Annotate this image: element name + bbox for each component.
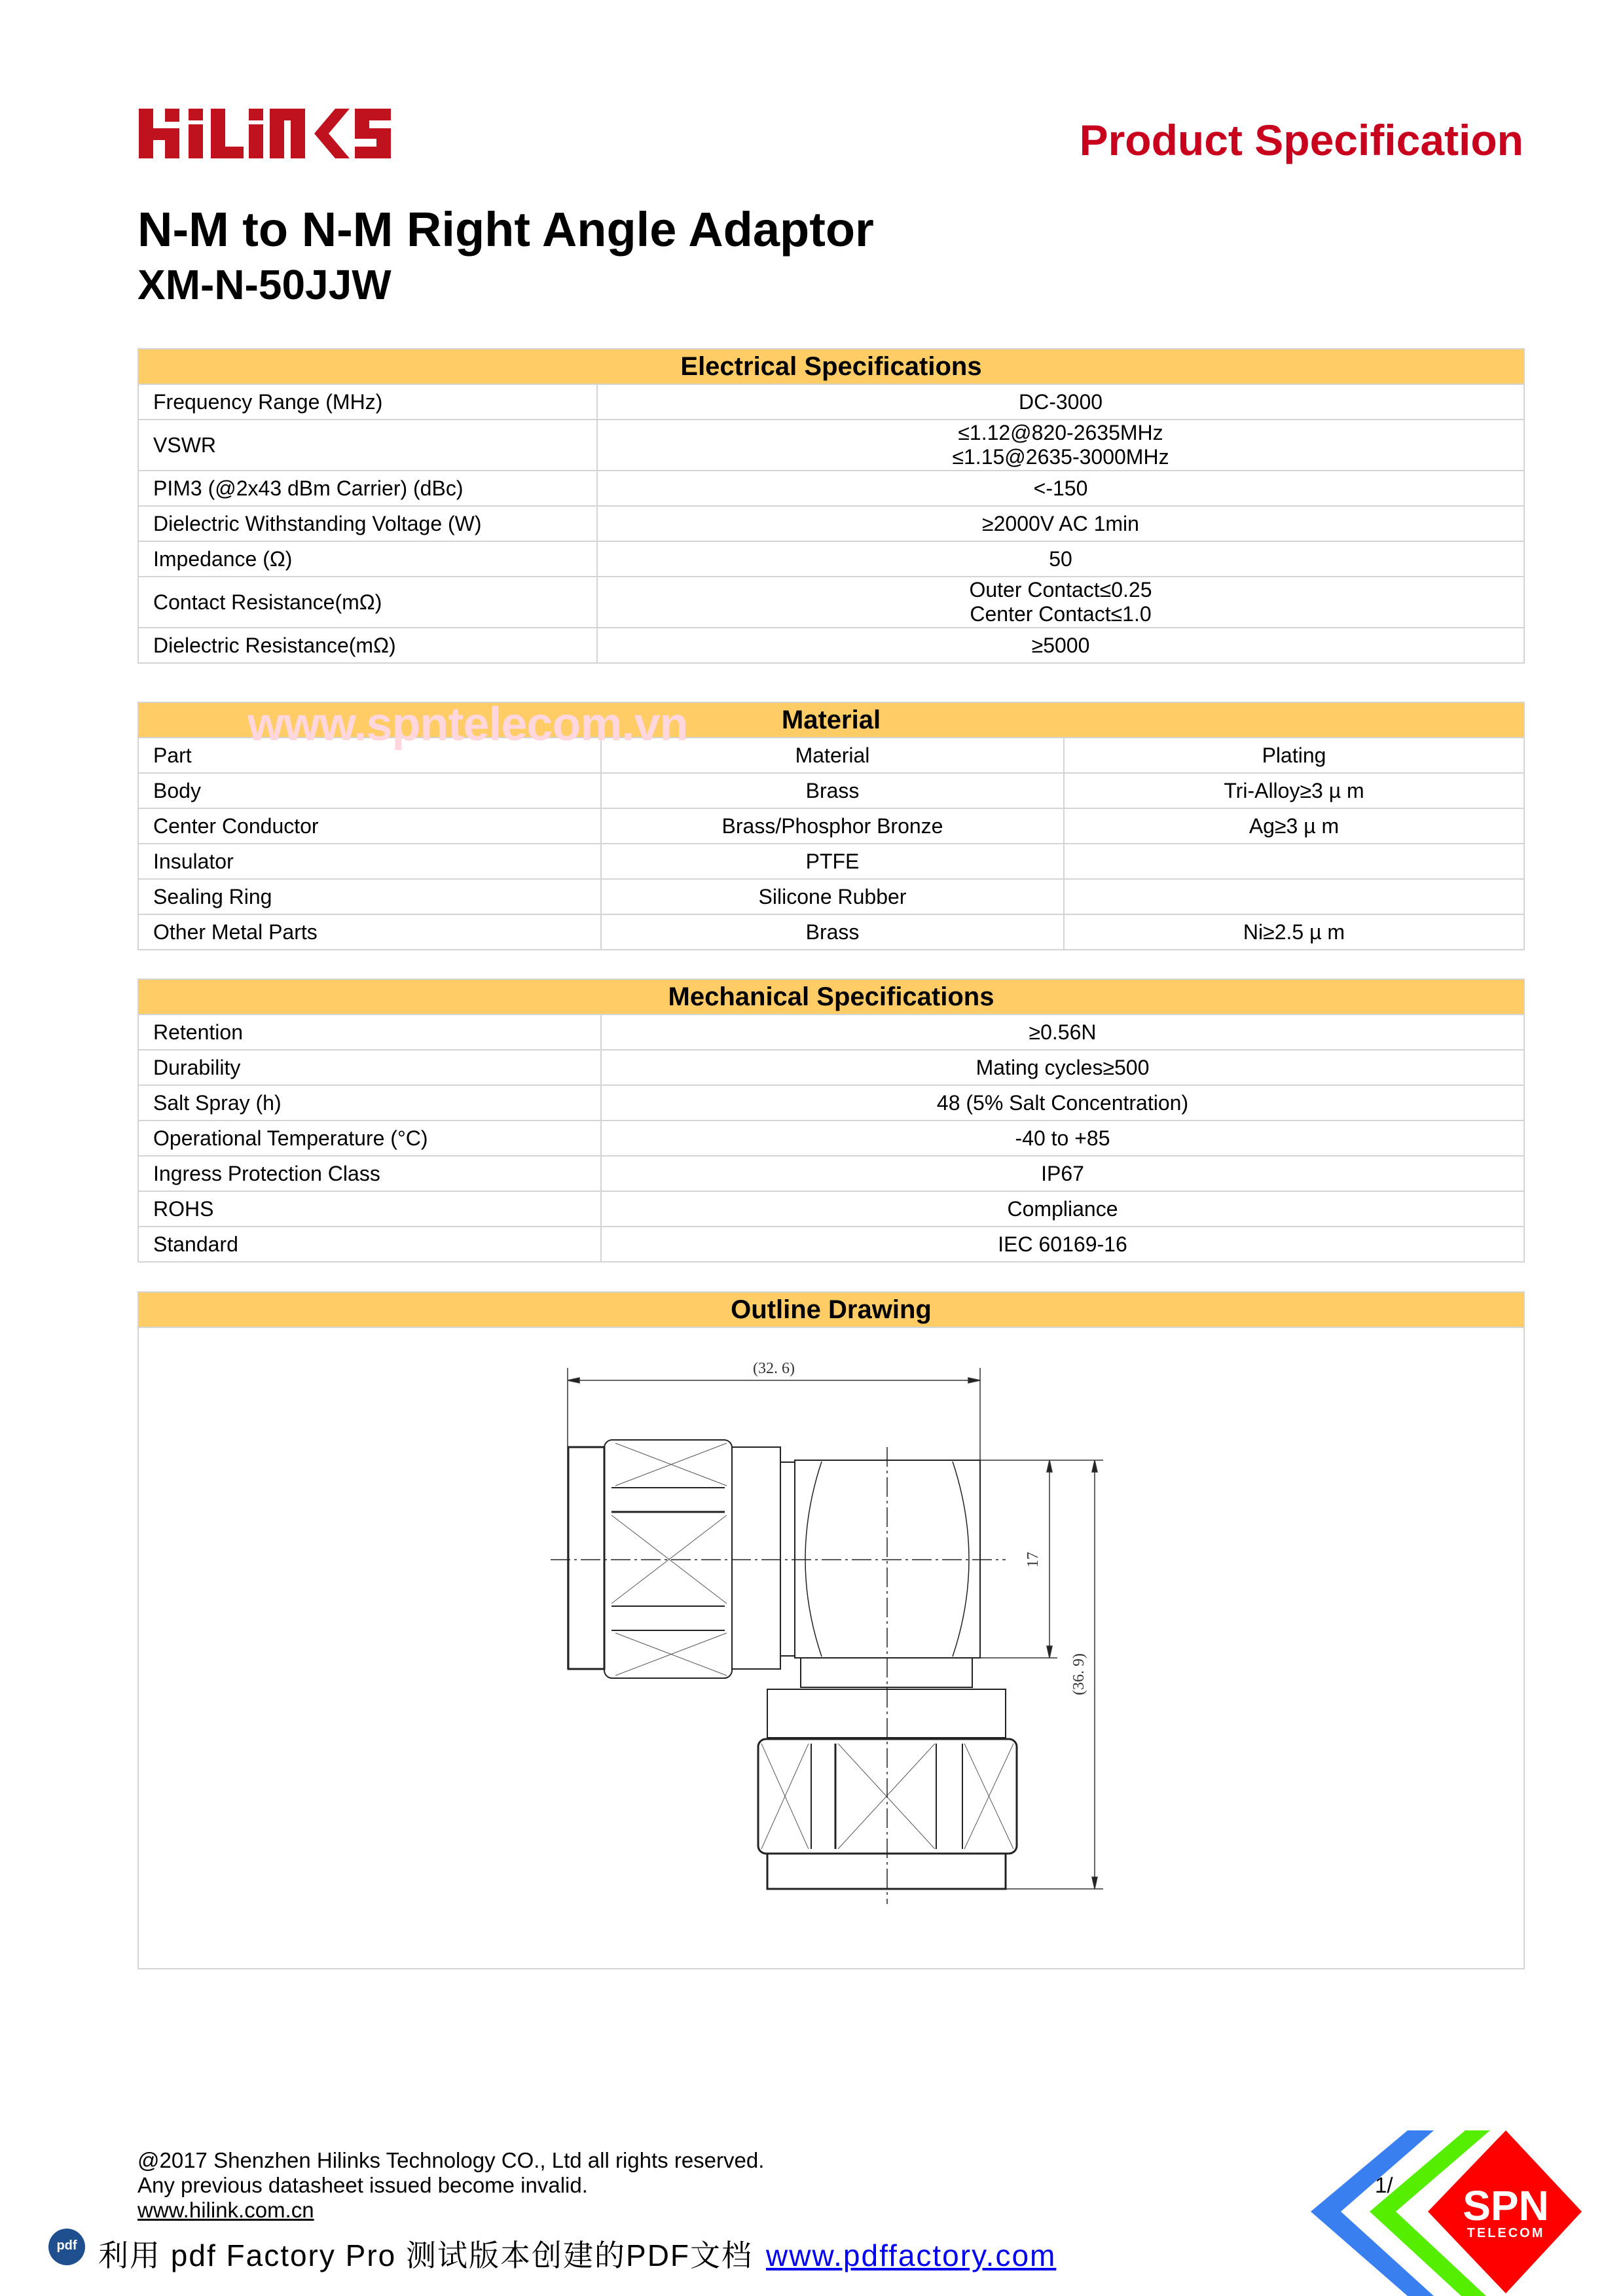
part-cell: Center Conductor [138, 808, 601, 844]
spec-label: Frequency Range (MHz) [138, 384, 597, 420]
dimension-width-label: (32. 6) [753, 1360, 795, 1377]
spn-logo-sub: TELECOM [1467, 2226, 1545, 2240]
table-row [138, 420, 1524, 471]
table-row [138, 1156, 1524, 1191]
spec-value [597, 541, 1524, 577]
spec-value [597, 628, 1524, 663]
spec-label: Retention [138, 1014, 601, 1050]
material-title: Material [781, 705, 881, 734]
plating-cell [1064, 844, 1524, 879]
spec-value: IEC 60169-16 [601, 1227, 1524, 1262]
spec-label: PIM3 (@2x43 dBm Carrier) (dBc) [138, 471, 597, 506]
spec-value [597, 471, 1524, 506]
datasheet-notice: Any previous datasheet issued become invalid. [137, 2173, 588, 2197]
pdf-factory-link[interactable]: www.pdffactory.com [766, 2238, 1057, 2272]
spec-value-line: ≥2000V AC 1min [982, 511, 1139, 535]
spec-label: Contact Resistance(mΩ) [138, 577, 597, 628]
table-row [138, 1014, 1524, 1050]
outline-drawing-header: Outline Drawing [137, 1291, 1525, 1328]
table-row [138, 773, 1524, 808]
spec-value: 48 (5% Salt Concentration) [601, 1085, 1524, 1121]
table-row [138, 1121, 1524, 1156]
spec-label: Salt Spray (h) [138, 1085, 601, 1121]
left-connector [568, 1440, 795, 1678]
material-header [138, 698, 1524, 751]
product-model: XM-N-50JJW [137, 261, 392, 308]
table-row [138, 844, 1524, 879]
copyright-text: @2017 Shenzhen Hilinks Technology CO., Ltd all rights reserved. [137, 2148, 765, 2172]
pdf-factory-icon: pdf [48, 2229, 85, 2265]
center-lines [551, 1447, 1006, 1904]
spec-value-line: Outer Contact≤0.25 [969, 578, 1152, 601]
part-cell: Body [138, 773, 601, 808]
table-row [138, 541, 1524, 577]
spec-value-line: ≥5000 [1031, 633, 1090, 657]
spec-value: Mating cycles≥500 [601, 1050, 1524, 1085]
spec-label: ROHS [138, 1191, 601, 1227]
spec-label: Standard [138, 1227, 601, 1262]
material-cell: Brass/Phosphor Bronze [601, 808, 1064, 844]
plating-cell: Tri-Alloy≥3 µ m [1064, 773, 1524, 808]
spec-value [597, 577, 1524, 628]
table-row [138, 1050, 1524, 1085]
dimension-body-label: 17 [1025, 1552, 1042, 1568]
spec-value-line: ≤1.12@820-2635MHz [958, 421, 1163, 444]
table-row [138, 577, 1524, 628]
part-cell: Part [138, 738, 601, 773]
table-row [138, 914, 1524, 950]
table-row [138, 808, 1524, 844]
table-row [138, 628, 1524, 663]
spec-value-line: Center Contact≤1.0 [970, 602, 1152, 626]
plating-cell: Plating [1064, 738, 1524, 773]
watermark: www.spntelecom.vn [247, 698, 688, 751]
table-row [138, 1227, 1524, 1262]
table-row [138, 1191, 1524, 1227]
spec-value: -40 to +85 [601, 1121, 1524, 1156]
table-row [138, 879, 1524, 914]
material-cell: Brass [601, 914, 1064, 950]
spec-value: ≥0.56N [601, 1014, 1524, 1050]
plating-cell [1064, 879, 1524, 914]
pdf-factory-banner [98, 2232, 1056, 2275]
spec-value: Compliance [601, 1191, 1524, 1227]
page-number: 1/ [1375, 2173, 1393, 2197]
spec-value: IP67 [601, 1156, 1524, 1191]
material-table [137, 698, 1525, 950]
spec-label: Dielectric Resistance(mΩ) [138, 628, 597, 663]
spn-telecom-logo [1309, 2127, 1623, 2296]
material-cell: Silicone Rubber [601, 879, 1064, 914]
table-row [138, 1085, 1524, 1121]
material-cell: Material [601, 738, 1064, 773]
mechanical-specifications-table [137, 978, 1525, 1263]
electrical-specifications-table [137, 348, 1525, 664]
spec-label: Dielectric Withstanding Voltage (W) [138, 506, 597, 541]
spec-value [597, 420, 1524, 471]
spec-value [597, 384, 1524, 420]
table-row [138, 384, 1524, 420]
spec-label: Impedance (Ω) [138, 541, 597, 577]
spec-value-line: DC-3000 [1018, 389, 1103, 414]
document-type: Product Specification [1079, 116, 1523, 164]
mechanical-header: Mechanical Specifications [138, 979, 1524, 1014]
elbow-body [767, 1460, 1006, 1738]
plating-cell: Ni≥2.5 µ m [1064, 914, 1524, 950]
spec-label: Durability [138, 1050, 601, 1085]
table-row [138, 506, 1524, 541]
spec-value-line: <-150 [1033, 476, 1088, 500]
spec-value-line: ≤1.15@2635-3000MHz [952, 445, 1169, 469]
pdf-banner-text: 利用 pdf Factory Pro 测试版本创建的PDF文档 [98, 2238, 754, 2272]
spec-value-line: 50 [1049, 547, 1072, 571]
spn-logo-name: SPN [1463, 2182, 1549, 2229]
table-row [138, 471, 1524, 506]
spec-label: Ingress Protection Class [138, 1156, 601, 1191]
part-cell: Other Metal Parts [138, 914, 601, 950]
spec-label: VSWR [138, 420, 597, 471]
part-cell: Insulator [138, 844, 601, 879]
material-cell: Brass [601, 773, 1064, 808]
electrical-header: Electrical Specifications [138, 349, 1524, 384]
dimension-height-label: (36. 9) [1070, 1653, 1087, 1695]
hilinks-logo [139, 105, 391, 161]
product-title: N-M to N-M Right Angle Adaptor [137, 202, 874, 257]
material-cell: PTFE [601, 844, 1064, 879]
spec-label: Operational Temperature (°C) [138, 1121, 601, 1156]
website-link[interactable]: www.hilink.com.cn [137, 2198, 314, 2222]
part-cell: Sealing Ring [138, 879, 601, 914]
outline-drawing [543, 1342, 1120, 1964]
plating-cell: Ag≥3 µ m [1064, 808, 1524, 844]
spec-value [597, 506, 1524, 541]
